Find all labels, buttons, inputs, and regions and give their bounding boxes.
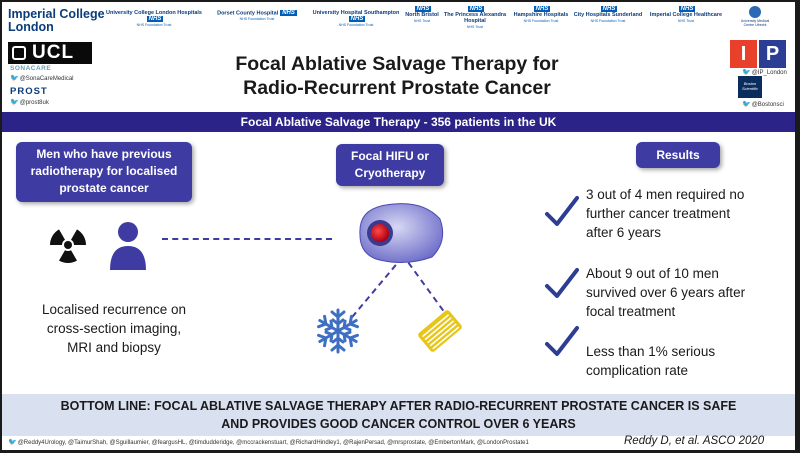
checkmark-icon [544, 324, 580, 360]
result-item: Less than 1% serious complication rate [586, 344, 716, 378]
hifu-waves-icon [414, 305, 466, 357]
patients-panel: Men who have previous radiotherapy for localised prostate cancer [16, 142, 192, 202]
snowflake-icon [314, 307, 362, 355]
bottom-line-banner: BOTTOM LINE: FOCAL ABLATIVE SALVAGE THERAPY AFTER RADIO-RECURRENT PROSTATE CANCER IS SAFE AND PROVIDES GOOD CANCER CONTROL OVER 6 YEARS [2, 394, 795, 436]
ucl-logo: UCL [8, 42, 92, 64]
radiation-icon [46, 223, 90, 267]
hospital-logo-sunderland: NHS City Hospitals Sunderland NHS Foundation Trust [573, 6, 643, 24]
connector-line [162, 238, 332, 240]
checkmark-icon [544, 266, 580, 302]
imperial-college-logo: Imperial College London [8, 7, 105, 34]
slide [2, 2, 795, 450]
cancer-cell-icon [352, 197, 448, 267]
hospital-logo-princess-alexandra: NHS The Princess Alexandra Hospital NHS Trust [443, 6, 507, 30]
umc-utrecht-logo: University Medical Centre Utrecht [740, 6, 770, 27]
hospital-logo-imperial-healthcare: NHS Imperial College Healthcare NHS Trust [649, 6, 723, 24]
person-icon [106, 220, 150, 272]
result-item: About 9 out of 10 men survived over 6 years after focal treatment [586, 266, 746, 319]
twitter-icon: 🐦 [742, 101, 751, 108]
citation: Reddy D, et al. ASCO 2020 [624, 435, 765, 447]
twitter-icon: 🐦 [8, 439, 17, 446]
page-title: Focal Ablative Salvage Therapy for Radio-Recurrent Prostate Cancer [235, 53, 559, 99]
prost-handle[interactable]: 🐦@prost8uk [10, 99, 49, 106]
hospital-logo-uclh: University College London HospitalsNHS NHS Foundation Trust [106, 10, 202, 28]
checkmark-icon [544, 194, 580, 230]
treatment-panel: Focal HIFU or Cryotherapy [336, 144, 444, 186]
twitter-icon: 🐦 [10, 99, 19, 106]
sonacare-logo: SONACARE [10, 65, 52, 72]
twitter-icon: 🐦 [10, 75, 19, 82]
hospital-logo-north-bristol: NHS North Bristol NHS Trust [405, 6, 439, 24]
hospital-logo-dorset: Dorset County Hospital NHS NHS Foundation Trust [217, 10, 295, 22]
result-item: 3 out of 4 men required no further cancer treatment after 6 years [586, 187, 745, 240]
bsci-handle[interactable]: 🐦@Bostonsci [742, 101, 784, 108]
ip-logo: I P [730, 40, 786, 68]
hospital-logo-southampton: University Hospital SouthamptonNHS NHS Foundation Trust [312, 10, 400, 28]
recurrence-text: Localised recurrence on cross-section imaging, MRI and biopsy [41, 302, 187, 355]
sonacare-handle[interactable]: 🐦@SonaCareMedical [10, 75, 74, 82]
boston-scientific-logo: Boston Scientific [738, 76, 762, 98]
results-panel: Results [636, 142, 720, 168]
study-banner: Focal Ablative Salvage Therapy - 356 patients in the UK [2, 112, 795, 132]
twitter-icon: 🐦 [742, 69, 751, 76]
ucl-portico-icon [12, 46, 26, 60]
umc-emblem-icon [749, 6, 761, 18]
author-handles[interactable]: 🐦@Reddy4Urology, @TaimurShah, @Sguillaumier, @feargusHL, @timdudderidge, @mccrackenstuart, @RichardHindley1, @RajenPersad, @mrsprostate, @EmbertonMark, @LondonProstate1 [8, 439, 529, 446]
hospital-logo-hampshire: NHS Hampshire Hospitals NHS Foundation Trust [513, 6, 569, 24]
prost-logo: PROST [10, 86, 48, 97]
ip-handle[interactable]: 🐦@IP_London [742, 69, 787, 76]
